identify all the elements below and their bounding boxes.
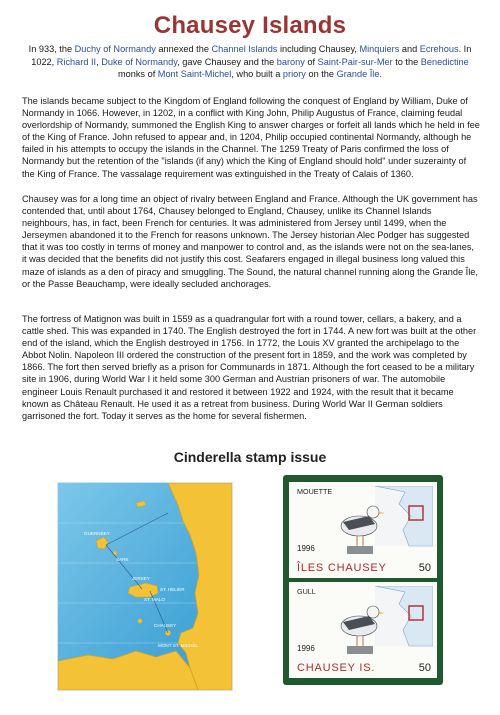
link-saint-pair-sur-mer[interactable]: Saint-Pair-sur-Mer — [317, 56, 393, 67]
intro-text: , who built a — [231, 69, 283, 80]
page-title: Chausey Islands — [153, 12, 347, 39]
intro-text: . — [379, 69, 383, 80]
link-duchy-of-normandy[interactable]: Duchy of Normandy — [74, 44, 156, 54]
intro-text: on the — [305, 69, 337, 80]
intro-text: monks of — [117, 69, 158, 80]
map-label-chausey: CHAUSEY — [154, 623, 177, 628]
body-paragraph-rivalry: Chausey was for a long time an object of rivalry between England and France. Although the UK government has contended that, until about 1764, Chausey belonged to England, Chausey, unlike its Channel Islands neighbours, has, in fact, been French for centuries. It was administered from Jersey until 1499, when the Jerseymen abandoned it to the French for reasons unknown. The Jersey historian Alec Podger has suggested that it was too costly in terms of money and manpower to control and, as the islands were not on the sea-lanes, it was decided that the benefits did not justify this cost. Seafarers engaged in illegal business long valued this maze of islands as a den of piracy and smuggling. The Sound, the natural channel running along the Grande Île, or the Passe Beauchamp, were ideally secluded anchorages. — [22, 194, 478, 289]
stamp-value: 50 — [418, 562, 431, 574]
stamp-year: 1996 — [297, 544, 315, 553]
intro-text: In 933, the — [28, 44, 75, 54]
map-label-st-malo: ST. MALO — [144, 597, 165, 602]
stamp-mouette — [289, 482, 437, 578]
intro-text: to the — [392, 56, 421, 67]
map-graphic — [58, 483, 232, 690]
intro-text: including Chausey, — [277, 44, 360, 54]
brittany-coast — [58, 651, 198, 690]
stamp-sheet — [283, 475, 443, 685]
stamp-value: 50 — [418, 662, 431, 674]
link-mont-saint-michel[interactable]: Mont Saint-Michel — [157, 69, 232, 80]
link-richard-ii[interactable]: Richard II — [56, 56, 97, 67]
intro-text: , — [96, 56, 102, 67]
link-priory[interactable]: priory — [282, 69, 306, 80]
stamp-country: CHAUSEY IS. — [297, 662, 376, 674]
map-label-guernsey: GUERNSEY — [84, 531, 110, 536]
body-paragraph-fortress: The fortress of Matignon was built in 1559 as a quadrangular fort with a round tower, cellars, a bakery, and a cattle shed. This was expanded in 1740. The English destroyed the fort in 1744. A new fort was built at the other end of the island, which the English destroyed in 1756. In 1772, the Louis XV granted the archipelago to the Abbot Nolin. Napoleon III ordered the construction of the present fort in 1859, and the work was completed by 1866. The fort then served briefly as a prison for Communards in 1871. Although the fort ceased to be a military site in 1906, during World War I it held some 300 German and Austrian prisoners of war. The automobile engineer Louis Renault purchased it and restored it between 1922 and 1924, with the result that it became known as Château Renault. He used it as a retreat from business. During World War II German soldiers garrisoned the fort. Today it serves as the home for several fishermen. — [22, 314, 477, 421]
channel-islands-map — [57, 482, 233, 691]
link-grande-ile[interactable]: Grande Île — [336, 69, 380, 80]
link-benedictine[interactable]: Benedictine — [420, 56, 469, 67]
link-barony[interactable]: barony — [276, 56, 305, 67]
intro-paragraph — [22, 43, 478, 81]
minquiers-islands — [138, 619, 142, 623]
intro-text: , gave Chausey and the — [177, 56, 277, 67]
link-minquiers[interactable]: Minquiers — [359, 44, 400, 54]
stamp-bird-name: GULL — [297, 587, 316, 596]
link-duke-of-normandy[interactable]: Duke of Normandy — [101, 56, 178, 67]
stamp-country: ÎLES CHAUSEY — [297, 562, 387, 574]
intro-text: and — [399, 44, 420, 54]
map-label-sark: SARK — [116, 557, 129, 562]
intro-text: of — [304, 56, 318, 67]
body-paragraph-history: The islands became subject to the Kingdom of England following the conquest of England by William, Duke of Normandy in 1066. However, in 1202, in a conflict with King John, Philip Augustus of France, claiming feudal overlordship of Normandy, summoned the English King to answer charges or forfeit all lands which he held in fee of the King of France. John refused to appear and, in 1204, Philip occupied continental Normandy, although he failed in his attempts to occupy the islands in the Channel. The 1259 Treaty of Paris confirmed the loss of Normandy but the retention of the "islands (if any) which the King of England should hold" under suzerainty of the King of France. The vassalage requirement was extinguished in the Treaty of Calais of 1360. — [22, 96, 480, 179]
map-label-st-helier: ST. HELIER — [160, 587, 185, 592]
map-label-mont-st-michel: MONT ST. MICHEL — [158, 643, 198, 648]
stamp-year: 1996 — [297, 644, 315, 653]
link-channel-islands[interactable]: Channel Islands — [211, 44, 278, 54]
gull-illustration — [329, 586, 433, 658]
stamp-gull — [289, 582, 437, 678]
section-subtitle: Cinderella stamp issue — [173, 449, 327, 465]
stamp-bird-name: MOUETTE — [297, 487, 333, 496]
intro-text: . In 1022, — [31, 44, 472, 67]
gull-illustration — [329, 486, 433, 558]
link-ecrehous[interactable]: Ecrehous — [419, 44, 459, 54]
map-label-jersey: JERSEY — [132, 576, 150, 581]
intro-text: annexed the — [155, 44, 212, 54]
